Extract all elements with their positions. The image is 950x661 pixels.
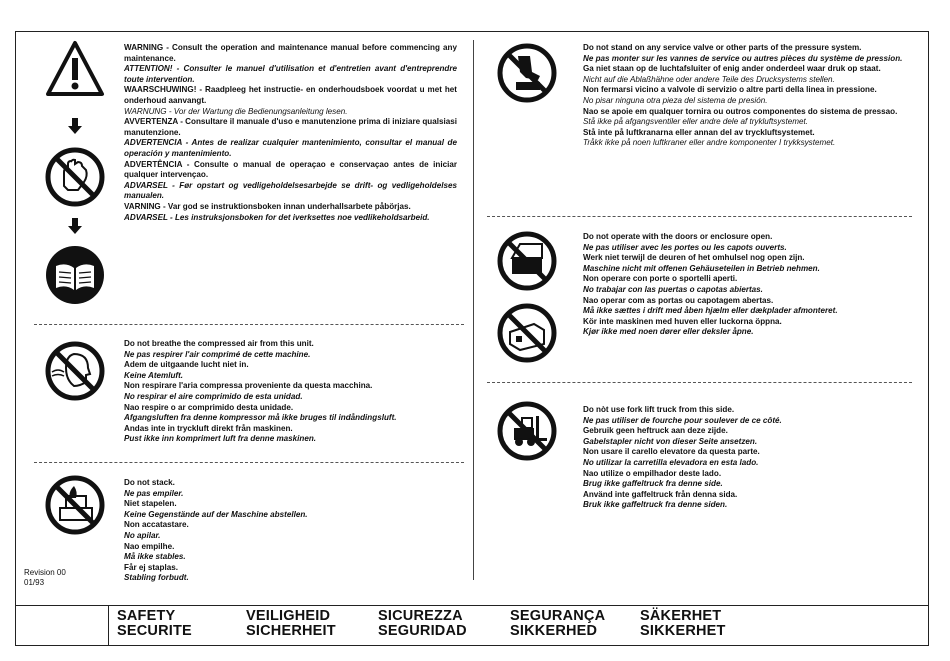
no-open-enclosure-icon [496, 302, 558, 364]
footer-label: SAFETY [117, 608, 176, 624]
warning-line: Nao se apoie em qualquer tornira ou outros componentes do sistema de pressao. [583, 106, 898, 116]
section-divider [34, 324, 464, 325]
warning-line: Stå ikke på afgangsventiler eller andre dele af trykluftsystemet. [583, 117, 808, 127]
warning-line: Gabelstapler nicht von dieser Seite ansetzen. [583, 436, 758, 446]
warning-line: Andas inte in tryckluft direkt från maskinen. [124, 423, 293, 433]
warning-line: Stabling forbudt. [124, 573, 189, 583]
footer-label: VEILIGHEID [246, 608, 331, 624]
warning-line: Ne pas utiliser avec les portes ou les capots ouverts. [583, 242, 787, 252]
warning-text-block [124, 43, 457, 223]
warning-line: Non usare il carello elevatore da questa parte. [583, 447, 760, 457]
footer-label: SICUREZZA [378, 608, 463, 624]
doors-open-text-block [583, 232, 916, 338]
no-breathing-icon [44, 340, 106, 402]
warning-line: Får ej staplas. [124, 562, 178, 572]
forklift-text-block [583, 405, 916, 511]
warning-line: No trabajar con las puertas o capotas abiertas. [583, 284, 763, 294]
no-stacking-icon [44, 474, 106, 536]
warning-line: Keine Atemluft. [124, 370, 184, 380]
warning-line: Nao utilize o empilhador deste lado. [583, 468, 722, 478]
revision-text: Revision 00 [24, 568, 66, 577]
warning-line: Ne pas utiliser de fourche pour soulever de ce côté. [583, 415, 782, 425]
warning-line: Non operare con porte o sportelli aperti. [583, 274, 738, 284]
section-divider [487, 216, 912, 217]
warning-line: Maschine nicht mit offenen Gehäuseteilen in Betrieb nehmen. [583, 263, 820, 273]
column-divider [473, 40, 474, 580]
warning-line: Do nòt use fork lift truck from this side. [583, 405, 735, 414]
warning-line: Bruk ikke gaffeltruck fra denne siden. [583, 500, 728, 510]
warning-line: Ne pas respirer l'air comprimé de cette machine. [124, 349, 311, 359]
warning-line: Tråkk ikke på noen luftkraner eller andre komponenter I trykksystemet. [583, 138, 836, 148]
footer-label: SIKKERHET [640, 623, 726, 639]
warning-line: Använd inte gaffeltruck från denna sida. [583, 489, 738, 499]
warning-line: Kjør ikke med noen dører eller deksler åpne. [583, 327, 754, 337]
warning-line: Må ikke stables. [124, 552, 186, 562]
warning-line: Nao empilhe. [124, 541, 175, 551]
footer-col-4 [510, 609, 605, 639]
warning-line: Stå inte på luftkranarna eller annan del av tryckluftsystemet. [583, 127, 815, 137]
warning-line: Ne pas empiler. [124, 488, 184, 498]
warning-line: Pust ikke inn komprimert luft fra denne maskinen. [124, 434, 317, 444]
warning-line: ADVERTENCIA - Antes de realizar cualquier mantenimiento, consultar el manual de operación y mantenimiento. [124, 138, 457, 158]
arrow-down-icon [68, 118, 82, 134]
warning-triangle-icon [45, 40, 105, 98]
revision-label [24, 568, 66, 588]
warning-line: AVVERTENZA - Consultare il manuale d'uso e manutenzione prima di iniziare qualsiasi manutenzione. [124, 117, 457, 137]
warning-line: Do not stack. [124, 478, 175, 487]
section-divider [34, 462, 464, 463]
warning-line: Do not stand on any service valve or other parts of the pressure system. [583, 43, 862, 52]
footer-label: SECURITE [117, 623, 192, 639]
warning-line: Non accatastare. [124, 520, 189, 530]
warning-line: VARNING - Var god se instruktionsboken innan underhallsarbete påbörjas. [124, 201, 411, 211]
no-standing-on-valve-icon [496, 42, 558, 104]
warning-line: Non respirare l'aria compressa proveniente da questa macchina. [124, 381, 373, 391]
no-standing-text-block [583, 43, 916, 149]
warning-line: No utilizar la carretilla elevadora en esta lado. [583, 457, 759, 467]
footer-title-bar [15, 606, 929, 646]
footer-col-5 [640, 609, 726, 639]
warning-line: No respirar el aire comprimido de esta unidad. [124, 391, 303, 401]
warning-line: Gebruik geen heftruck aan deze zijde. [583, 426, 728, 436]
warning-line: WAARSCHUWING! - Raadpleeg het instructie- en onderhoudsboek voordat u met het onderhoud aanvangt. [124, 85, 457, 105]
warning-line: Adem de uitgaande lucht niet in. [124, 360, 249, 370]
no-forklift-icon [496, 400, 558, 462]
arrow-down-icon [68, 218, 82, 234]
warning-line: Kör inte maskinen med huven eller luckorna öppna. [583, 316, 782, 326]
section-divider [487, 382, 912, 383]
warning-line: Må ikke sættes i drift med åben hjælm eller dækplader afmonteret. [583, 306, 838, 316]
warning-line: WARNUNG - Vor der Wartung die Bedienungsanleitung lesen. [124, 106, 348, 116]
warning-line: ADVARSEL - Les instruksjonsboken for det iverksettes noe vedlikeholdsarbeid. [124, 212, 430, 222]
footer-col-3 [378, 609, 467, 639]
revision-date: 01/93 [24, 578, 45, 587]
footer-col-1 [117, 609, 192, 639]
no-hand-maintenance-icon [44, 146, 106, 208]
warning-line: Non fermarsi vicino a valvole di servizio o altre parti della linea in pressione. [583, 85, 877, 95]
warning-line: No apilar. [124, 530, 161, 540]
footer-label: SEGURANÇA [510, 608, 606, 624]
footer-label: SÄKERHET [640, 608, 722, 624]
footer-label: SICHERHEIT [246, 623, 336, 639]
warning-line: Keine Gegenstände auf der Maschine abstellen. [124, 509, 308, 519]
warning-line: Werk niet terwijl de deuren of het omhulsel nog open zijn. [583, 253, 805, 263]
warning-line: ADVARSEL - Før opstart og vedligeholdelsesarbejde se drift- og vedligeholdelses manualen. [124, 180, 457, 201]
warning-line: Do not operate with the doors or enclosure open. [583, 232, 773, 241]
no-breathing-text-block [124, 339, 464, 445]
warning-line: Nicht auf die Ablaßhähne oder andere Teile des Drucksystems stellen. [583, 74, 835, 84]
warning-line: Nao respire o ar comprimido desta unidade. [124, 402, 294, 412]
footer-left-cell [16, 606, 109, 646]
footer-col-2 [246, 609, 336, 639]
warning-line: Afgangsluften fra denne kompressor må ikke bruges til indåndingsluft. [124, 413, 397, 423]
warning-line: Nao operar com as portas ou capotagem abertas. [583, 295, 774, 305]
warning-line: Niet stapelen. [124, 499, 177, 509]
warning-line: WARNING - Consult the operation and maintenance manual before commencing any maintenance. [124, 43, 457, 63]
warning-line: ADVERTÊNCIA - Consulte o manual de operaçao e conservaçao antes de iniciar qualquer intervençao. [124, 159, 457, 180]
warning-line: No pisar ninguna otra pieza del sistema de presión. [583, 95, 768, 105]
manual-book-icon [44, 244, 106, 306]
no-open-doors-icon [496, 230, 558, 292]
warning-line: Ga niet staan op de luchtafsluiter of enig ander onderdeel waar druk op staat. [583, 64, 881, 74]
no-stacking-text-block [124, 478, 464, 584]
footer-label: SEGURIDAD [378, 623, 467, 639]
warning-line: Brug ikke gaffeltruck fra denne side. [583, 479, 723, 489]
warning-line: Ne pas monter sur les vannes de service ou autres pièces du système de pression. [583, 53, 903, 63]
footer-label: SIKKERHED [510, 623, 598, 639]
warning-line: Do not breathe the compressed air from this unit. [124, 339, 314, 348]
warning-line: ATTENTION! - Consulter le manuel d'utilisation et d'entretien avant d'entreprendre toute intervention. [124, 64, 457, 84]
